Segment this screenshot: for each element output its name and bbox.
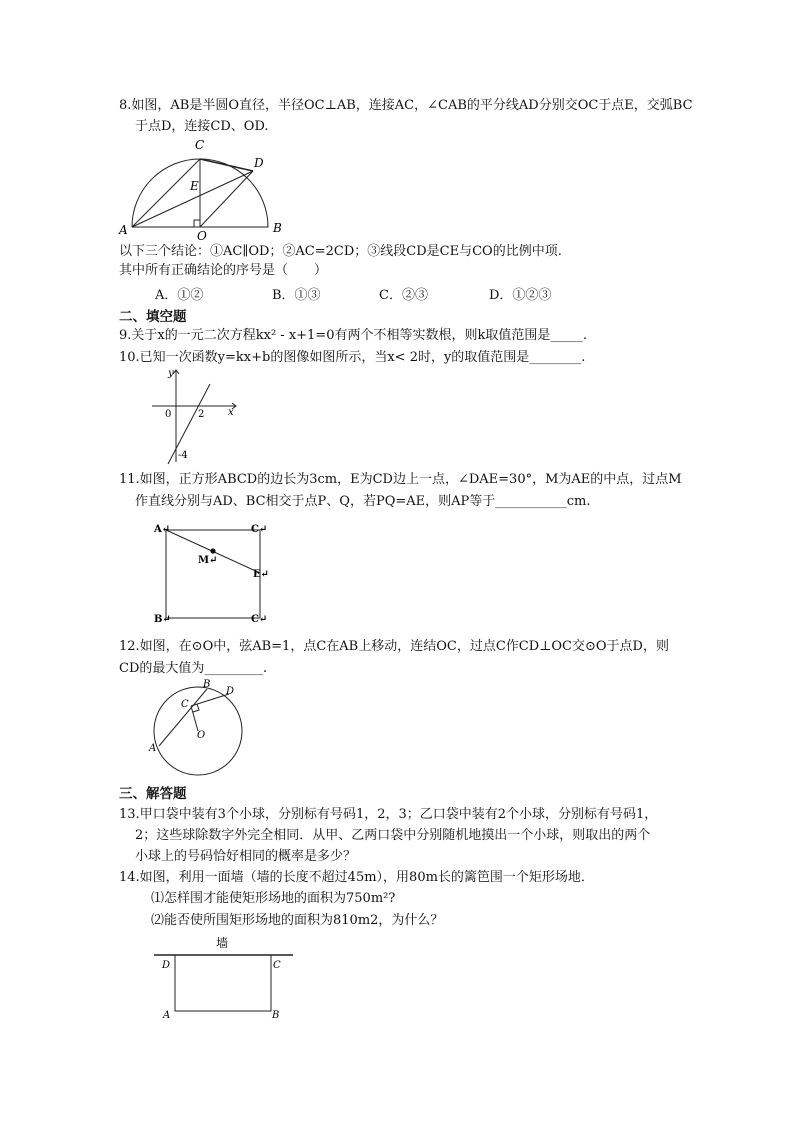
q13-text-line2: 2；这些球除数字外完全相同．从甲、乙两口袋中分别随机地摸出一个小球，则取出的两个 (135, 828, 651, 843)
q8-option-b[interactable]: B．①③ (272, 288, 321, 303)
q12-label-a: A (149, 743, 157, 754)
q12-label-b: B (203, 679, 211, 690)
q8-ask: 其中所有正确结论的序号是（ ） (119, 263, 328, 278)
section3-heading: 三、解答题 (119, 786, 187, 802)
q12-circle-figure (145, 676, 255, 786)
q10-label-y: y (168, 368, 174, 379)
q8-text-line1: 8.如图，AB是半圆O直径，半径OC⊥AB，连接AC，∠CAB的平分线AD分别交OC于点E，交弧BC (119, 98, 693, 113)
q11-label-e: E↵ (253, 569, 270, 580)
q10-label-x: x (228, 407, 234, 418)
q8-text-line2: 于点D，连接CD、OD. (135, 119, 269, 134)
q10-label-y-intercept: -4 (178, 450, 188, 461)
q14-label-c: C (273, 960, 281, 971)
q11-label-c-top: C↵ (251, 524, 268, 535)
q11-label-a: A↵ (154, 524, 171, 535)
q14-label-wall: 墙 (216, 936, 229, 950)
q11-text-line1: 11.如图，正方形ABCD的边长为3cm，E为CD边上一点，∠DAE=30°，M为AE的中点，过点M (119, 472, 682, 487)
q10-label-x-intercept: 2 (198, 409, 205, 420)
q8-label-a: A (119, 223, 128, 237)
q8-label-d: D (254, 156, 264, 170)
q8-label-b: B (273, 221, 282, 235)
q8-option-d[interactable]: D．①②③ (489, 288, 552, 303)
q11-text-line2: 作直线分别与AD、BC相交于点P、Q，若PQ=AE，则AP等于___________cm. (135, 494, 591, 509)
q12-text-line2: CD的最大值为_________. (119, 661, 268, 676)
q14-label-b: B (272, 1010, 280, 1021)
q10-linear-graph (148, 366, 248, 466)
q11-label-m: M↵ (198, 555, 218, 566)
q12-label-d: D (226, 686, 235, 697)
q12-label-o: O (197, 730, 206, 741)
q12-text-line1: 12.如图，在⊙O中，弦AB=1，点C在AB上移动，连结OC，过点C作CD⊥OC交⊙O于点D，则 (119, 639, 669, 654)
q14-part2: ⑵能否使所围矩形场地的面积为810m2，为什么？ (151, 913, 444, 928)
q10-text: 10.已知一次函数y=kx+b的图像如图所示，当x< 2时，y的取值范围是________. (119, 350, 586, 365)
q12-label-c: C (181, 699, 189, 710)
q13-text-line1: 13.甲口袋中装有3个小球，分别标有号码1，2，3；乙口袋中装有2个小球，分别标有号码1， (119, 807, 658, 822)
q8-label-c: C (195, 138, 205, 152)
q14-label-d: D (162, 960, 171, 971)
section2-heading: 二、填空题 (119, 309, 187, 325)
q8-option-a[interactable]: A．①② (155, 288, 204, 303)
q11-square-figure (150, 518, 280, 633)
q14-text-line1: 14.如图，利用一面墙（墙的长度不超过45m），用80m长的篱笆围一个矩形场地． (119, 870, 594, 885)
q8-option-c[interactable]: C．②③ (379, 288, 428, 303)
q8-semicircle-figure (115, 132, 295, 242)
q13-text-line3: 小球上的号码恰好相同的概率是多少？ (135, 849, 357, 864)
q11-label-b: B↵ (154, 614, 171, 625)
q8-label-o: O (197, 229, 207, 243)
q14-part1: ⑴怎样围才能使矩形场地的面积为750m²? (151, 891, 396, 906)
q8-label-e: E (190, 179, 199, 193)
q14-wall-rectangle-figure (150, 930, 300, 1025)
q8-conclusions: 以下三个结论：①AC∥OD；②AC=2CD；③线段CD是CE与CO的比例中项. (119, 244, 562, 259)
q14-label-a: A (163, 1010, 171, 1021)
q11-label-c-bottom: C↵ (251, 614, 268, 625)
q9-text: 9.关于x的一元二次方程kx² - x+1=0有两个不相等实数根，则k取值范围是_____. (119, 328, 587, 343)
q10-label-origin: 0 (165, 409, 172, 420)
